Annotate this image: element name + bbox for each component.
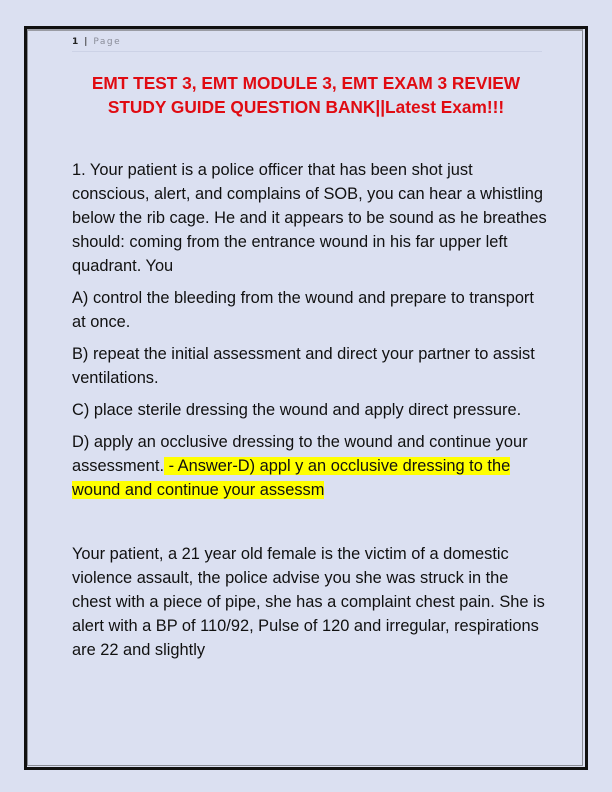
option-a: A) control the bleeding from the wound and prepare to transport at once.: [72, 289, 534, 331]
page-number: 1: [72, 37, 80, 47]
question-1: [72, 158, 547, 502]
page-header: [72, 37, 121, 47]
option-c: C) place sterile dressing the wound and apply direct pressure.: [72, 401, 522, 419]
document-body: [72, 158, 547, 662]
question-stem: Your patient, a 21 year old female is the victim of a domestic violence assault, the police advise you she was struck in the chest with a piece of pipe, she has a complaint chest pain. She is alert with a BP of 110/92, Pulse of 120 and irregular, respirations are 22 and slightly: [72, 545, 545, 659]
header-rule: [72, 51, 542, 52]
option-b: B) repeat the initial assessment and direct your partner to assist ventilations.: [72, 345, 535, 387]
page-label: Page: [93, 37, 122, 47]
question-2: [72, 542, 547, 662]
title-line-2: STUDY GUIDE QUESTION BANK||Latest Exam!!!: [107, 97, 505, 117]
answer-highlight: - Answer-D) appl y an occlusive dressing to the wound and continue your assessm: [72, 457, 511, 499]
document-title: [40, 71, 572, 119]
option-d: [72, 430, 547, 502]
page-separator: |: [84, 37, 89, 47]
title-line-1: EMT TEST 3, EMT MODULE 3, EMT EXAM 3 REVIEW: [91, 73, 521, 93]
option-d-text: D) apply an occlusive dressing to the wound and continue your assessment.: [72, 433, 528, 475]
spacer: [72, 502, 547, 542]
question-stem: 1. Your patient is a police officer that has been shot just conscious, alert, and complains of SOB, you can hear a whistling below the rib cage. He and it appears to be sound as he breathes should: coming from the entrance wound in his far upper left quadrant. You: [72, 161, 547, 275]
